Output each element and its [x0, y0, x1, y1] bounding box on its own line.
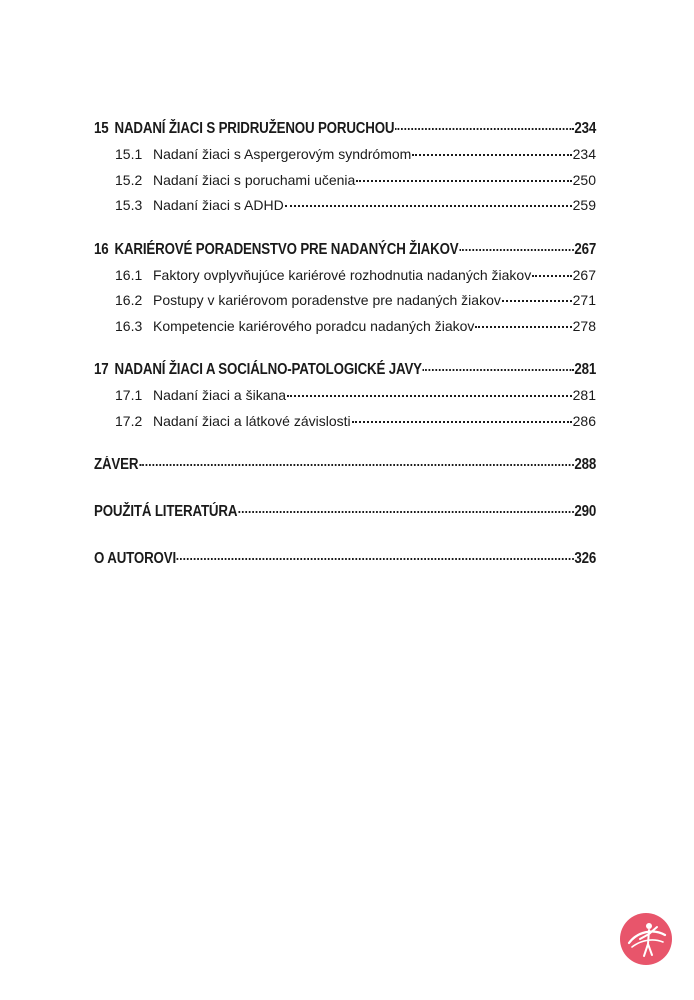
page-number: 267 [572, 266, 596, 283]
page-number: 234 [574, 120, 597, 137]
page-number: 288 [574, 456, 597, 473]
dot-leader [423, 369, 574, 371]
toc-entry-section[interactable] [94, 383, 596, 409]
page-number: 326 [574, 550, 597, 567]
page-number: 250 [572, 171, 596, 188]
dot-leader [139, 464, 573, 466]
chapter-title: ZÁVER [94, 456, 139, 473]
page-number: 278 [572, 317, 596, 334]
dot-leader [475, 326, 571, 328]
toc-entry-section[interactable] [94, 142, 596, 168]
section-title: Nadaní žiaci a šikana [153, 387, 287, 403]
section-number: 16.1 [115, 266, 143, 283]
chapter-title: KARIÉROVÉ PORADENSTVO PRE NADANÝCH ŽIAKOV [114, 240, 459, 258]
chapter-title: POUŽITÁ LITERATÚRA [94, 503, 238, 520]
toc-chapter-16 [94, 237, 596, 340]
table-of-contents [94, 116, 596, 593]
dot-leader [287, 395, 572, 397]
dot-leader [356, 180, 571, 182]
section-number: 16.2 [115, 292, 143, 308]
chapter-number: 17 [94, 361, 109, 378]
page-number: 267 [574, 240, 597, 258]
dot-leader [412, 154, 571, 156]
toc-entry-section[interactable] [94, 263, 596, 289]
toc-entry-chapter[interactable] [94, 499, 596, 525]
chapter-number: 15 [94, 120, 109, 137]
toc-entry-chapter[interactable] [94, 546, 596, 572]
dot-leader [177, 558, 574, 560]
page-number: 271 [572, 292, 596, 308]
toc-chapter-17 [94, 357, 596, 434]
toc-literatura [94, 499, 596, 525]
section-title: Faktory ovplyvňujúce kariérové rozhodnutia nadaných žiakov [153, 266, 532, 283]
section-title: Nadaní žiaci s ADHD [153, 197, 284, 213]
section-title: Nadaní žiaci s Aspergerovým syndrómom [153, 146, 412, 162]
toc-entry-section[interactable] [94, 168, 596, 194]
section-title: Postupy v kariérovom poradenstve pre nadaných žiakov [153, 292, 501, 308]
page-number: 259 [572, 197, 596, 213]
dot-leader [352, 421, 572, 423]
page-number: 281 [574, 361, 597, 378]
dot-leader [502, 300, 572, 302]
toc-entry-chapter[interactable] [94, 116, 596, 142]
section-number: 15.2 [115, 171, 143, 188]
toc-chapter-15 [94, 116, 596, 219]
page-number: 286 [572, 412, 596, 429]
toc-entry-section[interactable] [94, 314, 596, 340]
dot-leader [238, 511, 573, 513]
section-number: 17.2 [115, 412, 143, 429]
toc-entry-section[interactable] [94, 288, 596, 314]
page-number: 290 [574, 503, 597, 520]
toc-entry-chapter[interactable] [94, 357, 596, 383]
section-number: 15.3 [115, 197, 143, 213]
toc-entry-chapter[interactable] [94, 452, 596, 478]
dot-leader [285, 205, 572, 207]
section-number: 15.1 [115, 146, 143, 162]
section-number: 17.1 [115, 387, 143, 403]
section-title: Kompetencie kariérového poradcu nadaných žiakov [153, 317, 475, 334]
section-number: 16.3 [115, 317, 143, 334]
toc-zaver [94, 452, 596, 478]
section-title: Nadaní žiaci s poruchami učenia [153, 171, 356, 188]
publisher-logo-icon [619, 912, 673, 966]
dot-leader [532, 275, 571, 277]
chapter-title: NADANÍ ŽIACI S PRIDRUŽENOU PORUCHOU [114, 120, 395, 137]
toc-entry-section[interactable] [94, 409, 596, 435]
chapter-number: 16 [94, 240, 109, 258]
toc-autor [94, 546, 596, 572]
dot-leader [395, 128, 573, 130]
dot-leader [459, 249, 573, 251]
page-number: 234 [572, 146, 596, 162]
chapter-title: O AUTOROVI [94, 550, 176, 567]
toc-entry-chapter[interactable] [94, 237, 596, 263]
section-title: Nadaní žiaci a látkové závislosti [153, 412, 351, 429]
page-number: 281 [572, 387, 596, 403]
toc-entry-section[interactable] [94, 193, 596, 219]
chapter-title: NADANÍ ŽIACI A SOCIÁLNO-PATOLOGICKÉ JAVY [114, 361, 422, 378]
